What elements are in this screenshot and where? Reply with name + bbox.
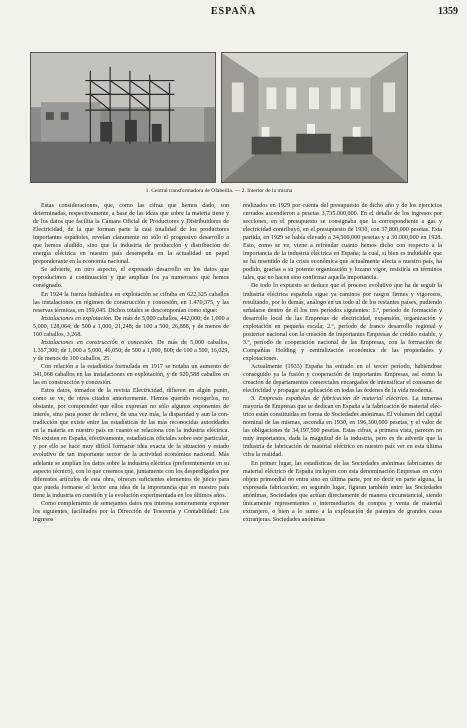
figure-caption: 1. Central transformadora de Olabeilla. — 2. Interior de la misma [145, 188, 293, 194]
photo-station-interior [221, 52, 408, 183]
paragraph: Se advierte, en otro aspecto, el expresado desarrollo en los datos que reproducimos a continuación y que amplían los ya numerosos que hemos consignado. [33, 267, 229, 290]
paragraph-text: De más de 5,000 caballos, 442,000; de 1,000 a 5,000, 128,064; de 500 a 1,000, 21,248; de 100 a 500, 26,888, y de menos de 100 caballos, 3,268. [33, 315, 230, 338]
page-number: 1359 [438, 6, 458, 17]
section-heading: Empresas españolas de fabricación de material eléctrico. [258, 396, 409, 403]
page-header [0, 6, 467, 20]
paragraph-label: Instalaciones en construcción o concesión. [41, 339, 154, 346]
right-column [243, 202, 442, 524]
section-number: 3. [251, 396, 256, 403]
left-column [33, 202, 229, 524]
photo-transformer-station [30, 52, 216, 183]
paragraph: Como complemento de semejantes datos nos interesa someramente exponer los siguientes, facilitados por la Dirección de Tesorería y Contabilidad: Los ingresos [33, 500, 229, 523]
paragraph: Con relación a la estadística formulada en 1917 se notaba un aumento de 341,068 caballos en las instalaciones en explotación, y de 920,588 caballos en las en construcción y concesión. [33, 363, 229, 387]
page-title: ESPAÑA [210, 6, 257, 17]
photo-strip [30, 52, 408, 183]
paragraph: Estos datos, tomados de la revista Electricidad, difieren en algún punto, como se ve, de otros citados anteriormente. Hemos querido recogerlos, no obstante, por comprender que ellos expresan no sólo algunos exponentes de interés, sino para poner de relieve, de una vez más, la disparidad y aun la contradicción que existe entre las estadísticas de las más reconocidas autoridades en la materia en nuestro país en cuanto se relaciona con la industria eléctrica. No existen en España, efectivamente, estadísticas oficiales sobre este particular, y por ello se hace muy difícil formarse idea exacta de la situación y estado evolutivo de tan importante sector de la actividad económica nacional. Más adelante se amplían los datos sobre la industria eléctrica (preferentemente en su aspecto técnico), con lo que creemos que, juntamente con los desperdigados por diferentes artículos de esta obra, ofrecen suficientes elementos de juicio para que pueda formarse el lector una idea de la importancia que en nuestro país tiene la industria en cuestión y la evolución experimentada en los últimos años. [33, 388, 229, 499]
paragraph-text: De más de 5,000 caballos, 1.357,300; de 1,000 a 5,000, 46,050; de 500 a 1,000, 800; de 100 a 500, 16,029, y de menos de 100 caballos, 25. [33, 339, 229, 362]
paragraph-text: La inmensa mayoría de Empresas que se dedican en España a la fabricación de material eléctrico están constituidas en forma de Sociedades anónimas. El volumen del capital nominal de las mismas, ascendía en 1930, en 196,300,000 pesetas, y el valor de las obligaciones de 34,197,500 pesetas. Estas cifras, a primera vista, parecen no muy importantes, dada la magnitud de la industria, pero es de advertir que la industria de fabricación de material eléctrico en nuestro país ver en esta última cifra la realidad. [243, 396, 442, 459]
paragraph: Actualmente (1933) España ha entrado en el tercer período, habiéndose conseguido ya la fusión y cooperación de importantes Empresas, así como la creación de departamentos comerciales encargados de intensificar el consumo de electricidad y propagar su aplicación en todas las órdenes de la vida moderna. [243, 363, 442, 395]
paragraph-installations-operating [33, 315, 229, 339]
paragraph-electrical-companies [243, 395, 442, 459]
paragraph: realizados en 1929 por cuenta del presupuesto de dicho año y de los ejercicios cerrados ascendieron a pesetas 3,735.000,000. En el detalle de los ingresos por secciones, en el presupuesto se consignaba que la correspondiente a gas y electricidad contribuyó, en el presupuesto de 1930, con 37,800,000 pesetas. Esta partida, en 1929 se había elevado a 34,500,000 pesetas y a 30.000,000 en 1928. Esto, como se ve, viene a refrendar cuanto hemos dicho con respecto a la importancia de la industria eléctrica en España; la cual, si bien es indudable que se ha resentido de la crisis económica que actualmente afecta a nuestro país, ha podido, gracias a su potente organización y lozano vigor, resistirla en términos tales, que no hacen sino confirmar aquella importancia. [243, 203, 442, 282]
paragraph: Estas consideraciones, que, como las cifras que hemos dado, son determinadas, respectivamente, a base de las ideas que sobre la materia tiene y de los datos que facilita la Cámara Oficial de Productores y Distribuidores de Electricidad, de la que forman parte la casi totalidad de los productores importantes españoles, revelan claramente no sólo el progresivo desarrollo a que hemos aludido, sino que la industria de producción y distribución de energía eléctrica en nuestro país desempeña en la actualidad un papel preponderante en la economía nacional. [33, 203, 229, 266]
paragraph-installations-construction [33, 339, 229, 363]
paragraph: En primer lugar, las estadísticas de las Sociedades anónimas fabricantes de material eléctrico de España incluyen con esta denominación Empresas en cuyo objeto primordial no entra sino en última parte, por no decir en parte alguna, la expresada fabricación; en segundo lugar, figuran también entre las Sociedades anónimas, Sociedades que actúan directamente de manera circunstancial, siendo únicamente representantes o intermediarios de compra y venta de material extranjero, o bien a lo sumo a la explotación de patentes de grandes casas extranjeras. Sociedades anónimas [243, 460, 442, 523]
paragraph-label: Instalaciones en explotación. [41, 315, 113, 322]
paragraph: De todo lo expuesto se deduce que el proceso evolutivo que ha de seguir la industria eléctrica española sigue ya caminos por rasgos firmes y vigorosos, resultando, por lo demás, análogo en un todo al de los restantes países, pudiendo señalarse dentro de él los tres períodos siguientes: 1.º, período de formación y desarrollo local de las Empresas de electricidad, expansión, organización y explotación en pequeña escala; 2.º, período de franco desarrollo regional y posterior nacional con la creación de importantes Empresas de crédito estable, y 3.º, período de cooperación nacional de las Empresas, con la formación de Compañías Holding y centralización económica de las propiedades y explotaciones. [243, 283, 442, 362]
paragraph: En 1924 la fuerza hidráulica en explotación se cifraba en 622,325 caballos las instalaciones en régimen de construcción y concesión, en 1.470,375, y las reservas térmicas, en 159,045. Dichos totales se descomponían como sigue: [33, 291, 229, 314]
